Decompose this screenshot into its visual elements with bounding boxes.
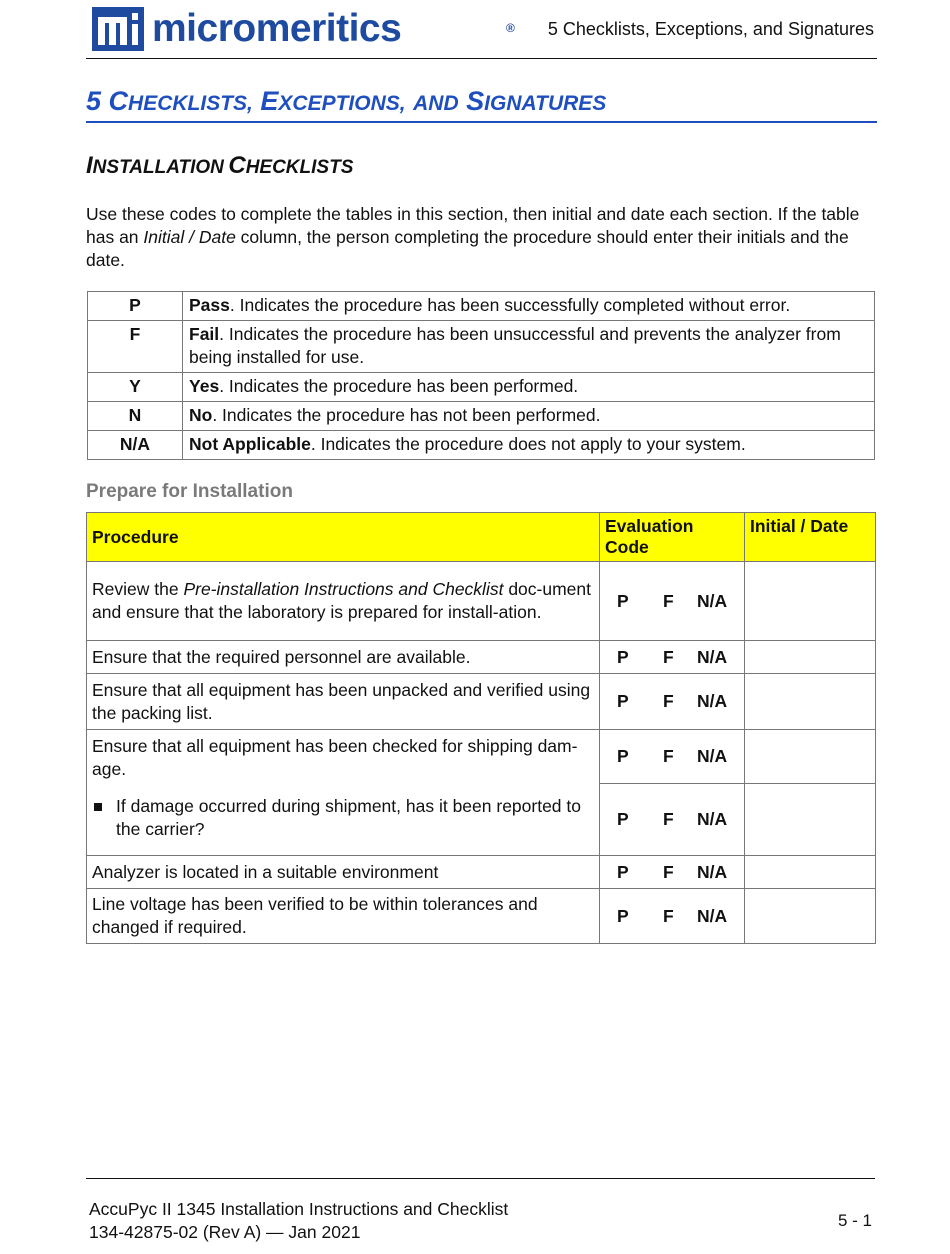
evaluation-code-cell: P F N/A — [600, 784, 745, 856]
table-row — [88, 402, 875, 431]
table-row — [87, 641, 876, 674]
table-row — [87, 562, 876, 641]
table-row — [87, 730, 876, 784]
table-header-row — [87, 513, 876, 562]
column-header-initial-date: Initial / Date — [745, 513, 876, 562]
bullet-icon — [94, 803, 102, 811]
code-description: Yes. Indicates the procedure has been performed. — [183, 373, 875, 402]
running-header: 5 Checklists, Exceptions, and Signatures — [547, 19, 874, 39]
initial-date-field[interactable] — [745, 784, 876, 856]
procedure-text: Analyzer is located in a suitable environment — [87, 856, 600, 889]
table-row — [87, 889, 876, 944]
subsection-heading: Prepare for Installation — [86, 481, 293, 502]
evaluation-code-cell: P F N/A — [600, 889, 745, 944]
procedure-text: Ensure that the required personnel are available. — [87, 641, 600, 674]
footer-divider — [86, 1178, 875, 1179]
initial-date-field[interactable] — [745, 856, 876, 889]
code-description: Fail. Indicates the procedure has been unsuccessful and prevents the analyzer from being installed for use. — [183, 321, 875, 373]
footer-doc-number: 134-42875-02 (Rev A) — Jan 2021 — [89, 1222, 361, 1242]
table-row — [88, 373, 875, 402]
micromeritics-logo-icon — [92, 7, 144, 51]
procedure-text: Review the Pre-installation Instructions and Checklist doc-ument and ensure that the laboratory is prepared for install-ation. — [87, 562, 600, 641]
procedure-text: Ensure that all equipment has been unpacked and verified using the packing list. — [87, 674, 600, 730]
codes-table — [87, 291, 875, 460]
chapter-divider — [86, 121, 877, 123]
logo-wordmark: micromeritics — [152, 7, 402, 50]
column-header-procedure: Procedure — [87, 513, 600, 562]
code-description: Pass. Indicates the procedure has been successfully completed without error. — [183, 292, 875, 321]
evaluation-code-cell: P F N/A — [600, 674, 745, 730]
table-row — [88, 321, 875, 373]
table-row — [88, 292, 875, 321]
code-cell: N — [88, 402, 183, 431]
list-item: If damage occurred during shipment, has it been reported to the carrier? — [92, 795, 594, 841]
table-row — [87, 856, 876, 889]
procedure-text: Ensure that all equipment has been checked for shipping dam-age. If damage occurred during shipment, has it been reported to the carrier? — [87, 730, 600, 856]
code-cell: F — [88, 321, 183, 373]
initial-date-field[interactable] — [745, 889, 876, 944]
code-cell: Y — [88, 373, 183, 402]
code-description: Not Applicable. Indicates the procedure does not apply to your system. — [183, 431, 875, 460]
intro-paragraph: Use these codes to complete the tables in this section, then initial and date each section. If the table has an Initial / Date column, the person completing the procedure should enter their initials and the date. — [86, 204, 860, 270]
code-cell: N/A — [88, 431, 183, 460]
evaluation-code-cell: P F N/A — [600, 730, 745, 784]
initial-date-field[interactable] — [745, 674, 876, 730]
section-heading: INSTALLATION CHECKLISTS — [86, 152, 354, 179]
micromeritics-logo — [92, 7, 515, 53]
procedure-text: Line voltage has been verified to be within tolerances and changed if required. — [87, 889, 600, 944]
page-number: 5 - 1 — [837, 1211, 872, 1230]
code-description: No. Indicates the procedure has not been performed. — [183, 402, 875, 431]
code-cell: P — [88, 292, 183, 321]
evaluation-code-cell: P F N/A — [600, 641, 745, 674]
registered-mark: ® — [506, 21, 515, 35]
evaluation-code-cell: P F N/A — [600, 562, 745, 641]
initial-date-field[interactable] — [745, 562, 876, 641]
footer-document-info — [89, 1198, 508, 1244]
header-divider — [86, 58, 877, 59]
initial-date-field[interactable] — [745, 730, 876, 784]
evaluation-code-cell: P F N/A — [600, 856, 745, 889]
procedure-table — [86, 512, 876, 944]
table-row — [87, 674, 876, 730]
footer-doc-title: AccuPyc II 1345 Installation Instructions and Checklist — [89, 1199, 509, 1219]
table-row — [88, 431, 875, 460]
initial-date-field[interactable] — [745, 641, 876, 674]
column-header-evaluation: Evaluation Code — [600, 513, 745, 562]
chapter-title: 5 CHECKLISTS, EXCEPTIONS, AND SIGNATURES — [86, 86, 607, 116]
